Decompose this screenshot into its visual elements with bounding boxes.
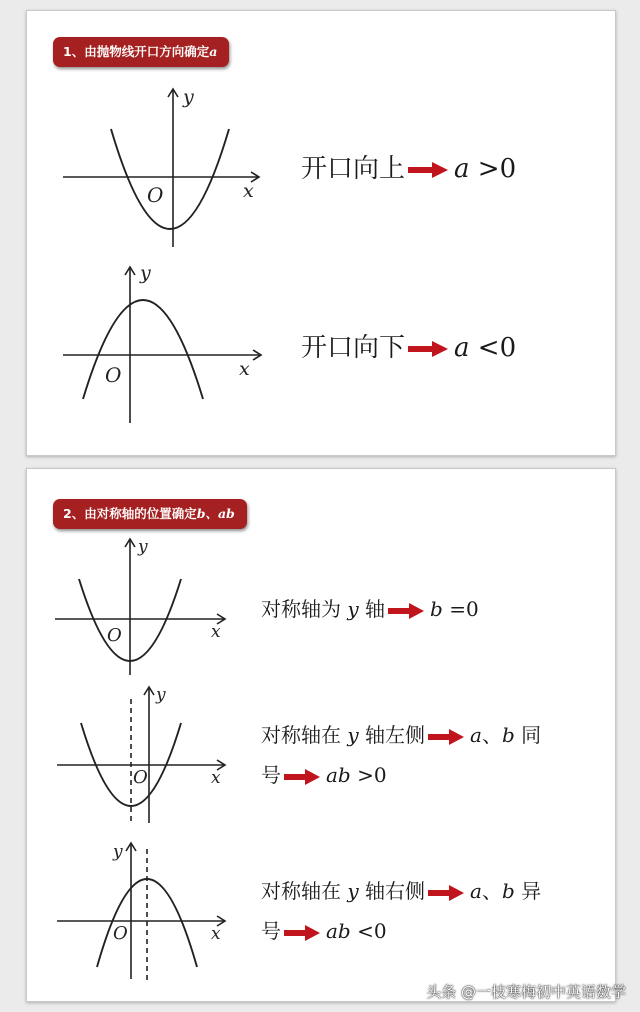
var-b: b: [501, 879, 515, 903]
origin-label: O: [147, 183, 164, 207]
statement-axis-on-y: [261, 589, 479, 629]
statement-line2-prefix: 号: [261, 763, 281, 787]
section1-banner-text: 1、由抛物线开口方向确定: [63, 44, 210, 59]
statement-text: 开口向下: [301, 333, 406, 363]
statement-axis-right: [261, 871, 541, 951]
statement-line-2: [261, 755, 541, 795]
red-arrow-icon: [428, 885, 464, 901]
statement-line-1: [261, 871, 541, 911]
statement-suffix: 轴左侧: [365, 723, 426, 747]
var-a: a: [454, 154, 470, 184]
x-axis-label: x: [243, 180, 254, 202]
red-arrow-icon: [388, 603, 424, 619]
var-a: a: [470, 723, 482, 747]
statement-opens-down: [301, 327, 516, 364]
y-axis-label: y: [156, 685, 166, 705]
statement-line-2: [261, 911, 541, 951]
statement-line2-prefix: 号: [261, 919, 281, 943]
statement-line-1: [261, 715, 541, 755]
section2-banner-var: b、ab: [196, 506, 235, 521]
var-ab: ab: [326, 763, 351, 787]
var-y: y: [347, 597, 359, 621]
relation: <0: [477, 333, 517, 363]
relation: <0: [357, 919, 387, 943]
x-axis-label: x: [239, 358, 250, 380]
var-a: a: [454, 333, 470, 363]
statement-prefix: 对称轴在: [261, 723, 341, 747]
origin-label: O: [113, 923, 128, 944]
statement-prefix: 对称轴为: [261, 597, 341, 621]
red-arrow-icon: [284, 925, 320, 941]
statement-prefix: 对称轴在: [261, 879, 341, 903]
separator: 、: [481, 879, 502, 903]
origin-label: O: [133, 767, 148, 788]
x-axis-label: x: [211, 924, 221, 944]
watermark: 头条 @一枝寒梅初中英语数学: [426, 983, 626, 1001]
graph-downward-parabola: [27, 11, 615, 455]
section1-card: [26, 10, 616, 456]
relation: =0: [449, 597, 479, 621]
var-ab: ab: [326, 919, 351, 943]
origin-label: O: [107, 625, 122, 646]
parabola-curve: [83, 300, 203, 399]
var-b: b: [430, 597, 443, 621]
var-b: b: [501, 723, 515, 747]
section2-banner-text: 2、由对称轴的位置确定: [63, 506, 197, 521]
y-axis-label: y: [140, 262, 151, 284]
statement-opens-up: [301, 148, 516, 185]
section1-banner-var: a: [209, 44, 218, 59]
y-axis-label: y: [113, 842, 123, 862]
red-arrow-icon: [408, 340, 448, 358]
x-axis-label: x: [211, 622, 221, 642]
statement-suffix: 轴: [365, 597, 386, 621]
separator: 、: [481, 723, 502, 747]
statement-tail: 异: [521, 879, 542, 903]
y-axis-label: y: [138, 537, 148, 557]
origin-label: O: [105, 363, 122, 387]
statement-suffix: 轴右侧: [365, 879, 426, 903]
red-arrow-icon: [428, 729, 464, 745]
statement-tail: 同: [521, 723, 542, 747]
y-axis-label: y: [183, 86, 194, 108]
relation: >0: [357, 763, 387, 787]
red-arrow-icon: [408, 161, 448, 179]
var-a: a: [470, 879, 482, 903]
x-axis-label: x: [211, 768, 221, 788]
statement-text: 开口向上: [301, 154, 406, 184]
relation: >0: [477, 154, 517, 184]
var-y: y: [347, 879, 359, 903]
var-y: y: [347, 723, 359, 747]
section2-card: [26, 468, 616, 1002]
red-arrow-icon: [284, 769, 320, 785]
statement-axis-left: [261, 715, 541, 795]
